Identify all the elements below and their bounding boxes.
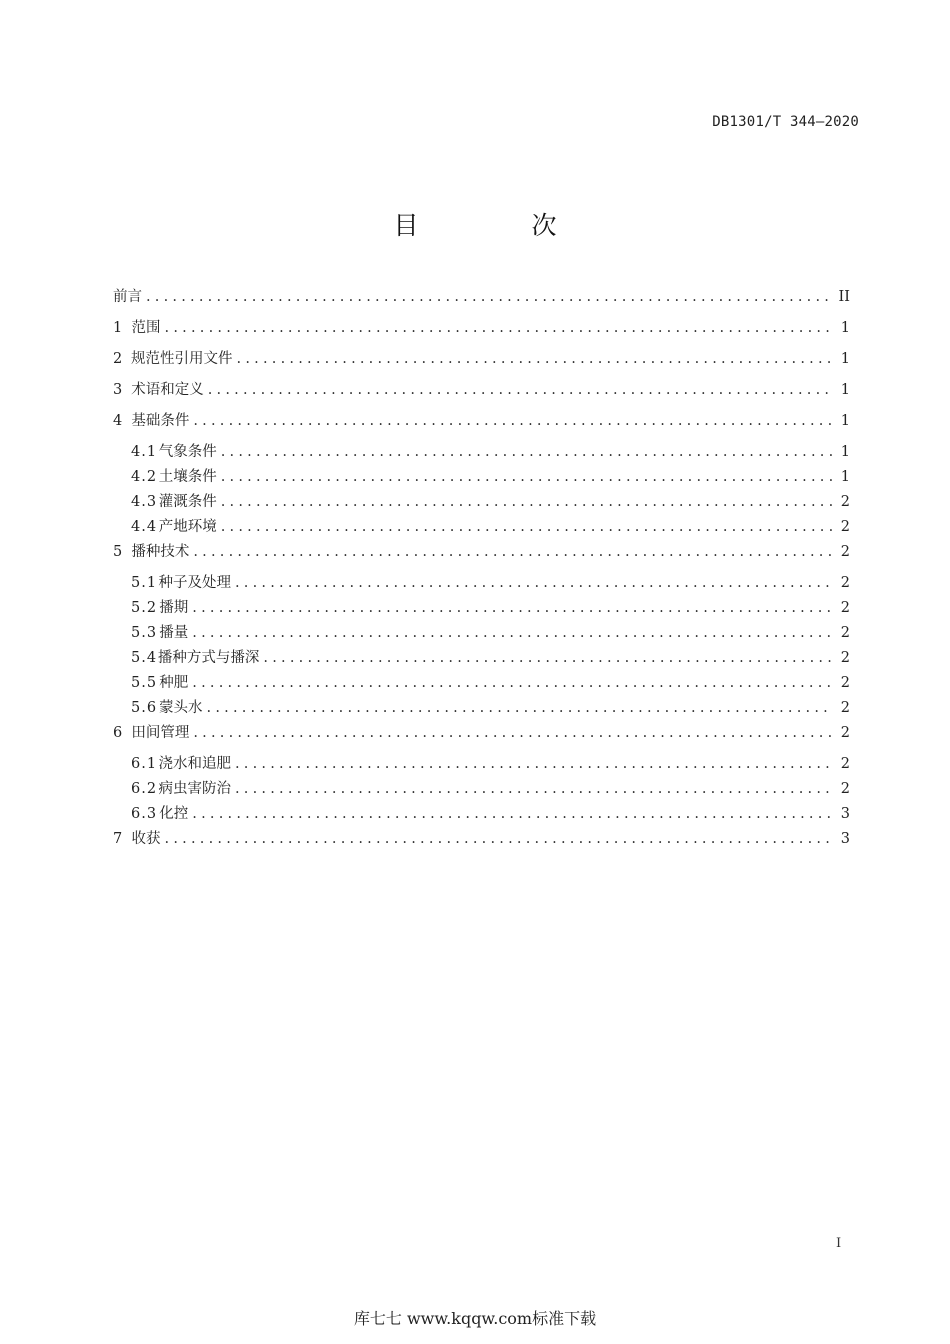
- toc-entry-title: 播种方式与播深: [157, 650, 260, 666]
- toc-dot-leader: [208, 380, 832, 400]
- toc-title: 目 次: [393, 211, 601, 240]
- toc-entry[interactable]: [113, 648, 850, 673]
- toc-entry[interactable]: [113, 287, 850, 318]
- toc-entry-title: 规范性引用文件: [131, 351, 233, 367]
- toc-dot-leader: [165, 318, 832, 338]
- toc-entry[interactable]: [113, 779, 850, 804]
- toc-dot-leader: [221, 467, 832, 487]
- toc-entry-page: 2: [840, 725, 850, 741]
- toc-entry-number: 1: [113, 320, 123, 336]
- toc-entry-title: 播种技术: [131, 544, 190, 560]
- toc-entry-page: 1: [840, 413, 850, 429]
- page-number: I: [836, 1236, 842, 1251]
- toc-entry-page: 3: [840, 806, 850, 822]
- toc-entry[interactable]: [113, 723, 850, 754]
- footer-watermark: 库七七 www.kqqw.com标准下载: [353, 1309, 597, 1328]
- toc-entry[interactable]: [113, 380, 850, 411]
- toc-dot-leader: [221, 442, 832, 462]
- toc-entry-page: II: [838, 289, 850, 305]
- toc-entry-number: 5.6: [131, 700, 158, 716]
- toc-entry-number: 7: [113, 831, 123, 847]
- toc-entry-number: 4.4: [131, 519, 158, 535]
- toc-dot-leader: [192, 598, 832, 618]
- toc-entry[interactable]: [113, 754, 850, 779]
- toc-entry-page: 2: [840, 700, 850, 716]
- toc-entry-page: 1: [840, 444, 850, 460]
- toc-dot-leader: [193, 411, 832, 431]
- toc-entry-title: 收获: [131, 831, 161, 847]
- toc-entry-title: 产地环境: [158, 519, 217, 535]
- toc-entry-title: 蒙头水: [159, 700, 203, 716]
- toc-entry[interactable]: [113, 623, 850, 648]
- toc-dot-leader: [263, 648, 832, 668]
- toc-dot-leader: [193, 542, 832, 562]
- toc-entry-number: 6.2: [131, 781, 158, 797]
- toc-entry-title: 范围: [131, 320, 161, 336]
- toc-entry-number: 5.3: [131, 625, 158, 641]
- toc-entry-page: 2: [840, 781, 850, 797]
- toc-dot-leader: [207, 698, 832, 718]
- toc-entry-number: 5.2: [131, 600, 158, 616]
- toc-entry-page: 1: [840, 382, 850, 398]
- toc-entry[interactable]: [113, 804, 850, 829]
- toc-entry-title: 种肥: [159, 675, 189, 691]
- toc-entry-page: 2: [840, 650, 850, 666]
- toc-dot-leader: [193, 723, 832, 743]
- toc-entry-title: 术语和定义: [131, 382, 204, 398]
- toc-dot-leader: [235, 754, 832, 774]
- toc-entry-page: 2: [840, 519, 850, 535]
- toc-entry-number: 3: [113, 382, 123, 398]
- toc-entry-number: 4.3: [131, 494, 158, 510]
- toc-entry[interactable]: [113, 698, 850, 723]
- toc-entry-title: 土壤条件: [158, 469, 217, 485]
- toc-dot-leader: [221, 492, 832, 512]
- toc-entry-title: 灌溉条件: [158, 494, 217, 510]
- toc-entry-number: 6: [113, 725, 123, 741]
- toc-dot-leader: [165, 829, 832, 849]
- toc-entry-title: 播期: [159, 600, 189, 616]
- toc-entry-title: 基础条件: [131, 413, 190, 429]
- toc-entry-page: 2: [840, 756, 850, 772]
- toc-dot-leader: [235, 779, 832, 799]
- toc-dot-leader: [192, 673, 832, 693]
- toc-entry-page: 2: [840, 575, 850, 591]
- toc-entry[interactable]: [113, 318, 850, 349]
- toc-dot-leader: [221, 517, 832, 537]
- toc-entry-number: 6.3: [131, 806, 158, 822]
- toc-dot-leader: [235, 573, 832, 593]
- toc-entry-title: 种子及处理: [158, 575, 231, 591]
- table-of-contents: [113, 287, 850, 860]
- toc-entry-number: 4.1: [131, 444, 158, 460]
- toc-entry-title: 气象条件: [158, 444, 217, 460]
- toc-entry-number: 5.5: [131, 675, 158, 691]
- toc-entry[interactable]: [113, 573, 850, 598]
- standard-code: DB1301/T 344—2020: [712, 114, 859, 130]
- toc-entry-number: 5.4: [131, 650, 158, 666]
- toc-entry-page: 2: [840, 494, 850, 510]
- toc-entry-number: 6.1: [131, 756, 158, 772]
- toc-dot-leader: [192, 804, 832, 824]
- toc-entry-page: 3: [840, 831, 850, 847]
- toc-entry-number: 5.1: [131, 575, 158, 591]
- toc-entry-page: 2: [840, 600, 850, 616]
- toc-entry-number: 4.2: [131, 469, 158, 485]
- toc-dot-leader: [237, 349, 832, 369]
- toc-entry-page: 1: [840, 320, 850, 336]
- toc-entry-title: 田间管理: [131, 725, 190, 741]
- toc-entry-number: 5: [113, 544, 123, 560]
- toc-entry-title: 化控: [159, 806, 189, 822]
- toc-entry[interactable]: [113, 829, 850, 860]
- toc-entry[interactable]: [113, 598, 850, 623]
- toc-entry[interactable]: [113, 442, 850, 467]
- toc-entry[interactable]: [113, 349, 850, 380]
- toc-entry-title: 播量: [159, 625, 189, 641]
- toc-entry[interactable]: [113, 492, 850, 517]
- toc-entry-page: 2: [840, 675, 850, 691]
- toc-entry[interactable]: [113, 517, 850, 542]
- toc-entry-page: 2: [840, 625, 850, 641]
- toc-entry[interactable]: [113, 411, 850, 442]
- toc-dot-leader: [146, 287, 832, 307]
- toc-entry[interactable]: [113, 673, 850, 698]
- toc-entry-page: 2: [840, 544, 850, 560]
- toc-entry-page: 1: [840, 351, 850, 367]
- toc-entry-page: 1: [840, 469, 850, 485]
- toc-entry-number: 4: [113, 413, 123, 429]
- toc-entry-title: 浇水和追肥: [158, 756, 231, 772]
- toc-dot-leader: [192, 623, 832, 643]
- toc-entry[interactable]: [113, 467, 850, 492]
- toc-entry[interactable]: [113, 542, 850, 573]
- toc-entry-title: 前言: [113, 289, 142, 305]
- toc-entry-number: 2: [113, 351, 123, 367]
- toc-entry-title: 病虫害防治: [158, 781, 231, 797]
